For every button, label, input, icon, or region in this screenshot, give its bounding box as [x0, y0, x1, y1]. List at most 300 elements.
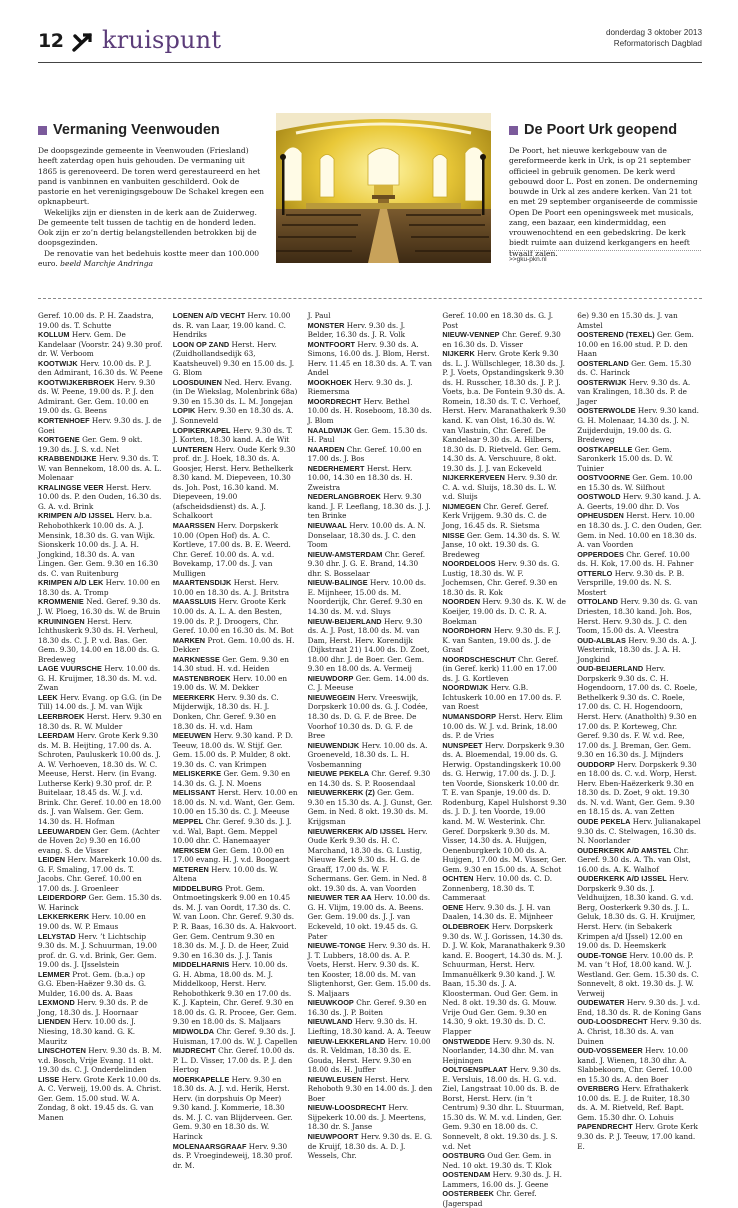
- listing-place: MARKEN: [172, 635, 206, 645]
- listing-place: NOORDHORN: [442, 626, 492, 636]
- listing-services: Herv. 9.30 ds. F. J. K. van Santen, 19.00 ds. J. de Graaf: [442, 626, 561, 655]
- listing-entry: [442, 597, 567, 626]
- listing-place: NIEUWLAND: [307, 1017, 353, 1027]
- listing-place: KRIMPEN A/D LEK: [38, 578, 104, 588]
- listing-place: KRABBENDIJKE: [38, 454, 97, 464]
- listing-services: Herv. 9.30 en 18.30 ds. A. J. v.d. Herik, Herst. Herv. (in dorpshuis Op Meer) 9.30 kand. J. Kommerie, 18.30 ds. M. J. C. van Blijderveen. Ger. Gem. 9.30 en 18.30 ds. W. Harinck: [172, 1074, 293, 1142]
- listing-services: Herv. 9.30 ds. K. W. de Koeijer, 19.00 ds. D. C. R. A. Boekman: [442, 597, 567, 626]
- listing-place: KRUININGEN: [38, 616, 85, 626]
- listing-entry: [173, 426, 298, 445]
- listing-services: Chr. Geref. 9.30 en 14.30 ds. S. P. Roosendaal: [307, 769, 431, 788]
- listing-entry: [308, 311, 433, 321]
- listing-services: Ger. Gem. 15.30 ds. W. Harinck: [38, 893, 162, 912]
- listing-entry: [38, 330, 163, 359]
- listing-entry: [442, 683, 567, 712]
- listing-services: Herv. 9.30 ds. G. van Driesten, 18.30 kand. Joh. Bos, Herst. Herv. 9.30 ds. J. C. den Toom, 15.00 ds. A. Vleestra: [577, 597, 698, 636]
- listing-place: OUD-BEIJERLAND: [577, 664, 644, 674]
- listing-services: Herst. Herv. 9.30 en 18.30 ds. R. W. Mulder: [38, 711, 162, 731]
- listing-place: OPHEUSDEN: [577, 511, 624, 521]
- listing-services: Herv. 9.30 ds. E. Versluis, 18.00 ds. H. G. v.d. Ziel, Langstraat 10.00 ds. B. de Borst, Herst. Herv. (in ’t Centrum) 9.30 dhr. L. Stuurman, 15.30 ds. W. M. v.d. Linden, Ger. Gem. 9.30 en 18.00 ds. C. Sonnevelt, 8 okt. 19.30 ds. J. S. v.d. Net: [442, 1065, 565, 1151]
- listing-services: Herst. Herv. Elim 10.00 ds. W. J. v.d. Brink, 18.00 ds. P. de Vries: [442, 711, 563, 741]
- listing-entry: [38, 664, 163, 693]
- listing-services: Herv. 9.30 dr. C. A. v.d. Sluijs, 18.30 ds. L. W. v.d. Sluijs: [442, 473, 558, 502]
- listing-place: KOOTWIJK: [38, 358, 78, 368]
- listing-place: OTTOLAND: [577, 597, 618, 607]
- listing-services: Herv. 9.30 ds. E. G. de Kruijf, 18.30 ds. A. D. J. Wessels, Chr.: [307, 1132, 433, 1161]
- listing-place: LEEUWARDEN: [38, 826, 91, 836]
- listing-services: Ger. Gem. 9.30 en 14.30 ds. G. J. N. Moens: [172, 769, 291, 788]
- listing-place: NIEUWERKERK A/D IJSSEL: [307, 826, 406, 836]
- listing-services: Herv. 10.00 ds. P. M. van ’t Hof, 18.00 kand. W. J. Westland. Ger. Gem. 15.30 ds. C. Sonnevelt, 8 okt. 19.30 ds. J. W. Verweij: [577, 950, 699, 998]
- source-credit-link[interactable]: >>gku-pkn.nl: [509, 256, 547, 263]
- listing-entry: [38, 378, 163, 416]
- listing-place: NIEUWPOORT: [307, 1132, 359, 1142]
- listing-services: Chr. Geref. (in Geref. kerk) 11.00 en 17.00 ds. J. G. Kortleven: [442, 654, 559, 683]
- listing-place: LEERBROEK: [38, 711, 85, 721]
- listing-entry: [577, 473, 702, 492]
- listing-place: OOSTERLAND: [577, 358, 629, 368]
- listing-services: Herv. 10.00 ds. G. H. Abma, 18.00 ds. M. J. Middelkoop, Herst. Herv. Rehobothkerk 9.30 en 17.00 ds. K. J. Kaptein, Chr. Geref. 9.30 en 18.00 ds. G. R. Procee, Ger. Gem. 9.30 en 18.00 ds. S. Maljaars: [172, 960, 297, 1027]
- listing-services: Herv. Grote Kerk 9.30 ds. L. J. Wüllschleger, 18.30 ds. J. P. J. Voets, Opstandingskerk 9.30 ds. H. Russcher, 18.30 ds. J. P. J. Voets, b.a. De Fontein 9.30 ds. A. Romein, 18.30 ds. T. C. Verhoef, Herst. Herv. Maranathakerk 9.30 kand. K. van Olst, 16.30 ds. W. van Vlastuin, Chr. Geref. De Kandelaar 9.30 ds. A. Hilbers, 18.30 ds. D. Rietveld. Ger. Gem. 14.30 ds. A. Verschuure, 8 okt. 19.30 ds. J. J. van Eckeveld: [442, 349, 566, 473]
- section-divider: [38, 298, 702, 299]
- listing-entry: [173, 1075, 298, 1142]
- listing-place: KRIMPEN A/D IJSSEL: [38, 511, 115, 521]
- listing-entry: [442, 626, 567, 655]
- article-paragraph: De doopsgezinde gemeente in Veenwouden (Friesland) heeft zaterdag open huis gehouden. De vermaning uit 1865 is gerenoveerd. De toren werd gerestaureerd en het pand is vanbinnen en vanbuiten geschilderd. Ook de pastorie en het verenigingsgebouw De Schakel kregen een opknapbeurt.: [38, 146, 264, 207]
- listing-place: LUNTEREN: [172, 444, 213, 454]
- listing-services: Herv. 9.30 kand. P. D. Teeuw, 18.00 ds. W. Stijf. Ger. Gem. 15.00 ds. P. Mulder, 8 okt. 19.30 ds. C. van Krimpen: [172, 731, 293, 769]
- listing-services: Herv. 9.30 ds. J. H. Lammers, 16.00 ds. J. Geene: [442, 1170, 562, 1189]
- listing-services: Herv. 9.30 ds. H. Liefting, 18.30 kand. A. A. Teeuw: [307, 1017, 431, 1037]
- listing-place: LOON OP ZAND: [172, 339, 230, 349]
- article-title: Vermaning Veenwouden: [53, 122, 220, 138]
- listing-column-5: [577, 311, 702, 1151]
- listing-place: LELYSTAD: [38, 931, 76, 941]
- listing-services: Ger. Gem. 9.30 en 15.30 ds. A. J. Gunst, Ger. Gem. in Ned. 8 okt. 19.30 ds. M. Krijgsman: [307, 788, 433, 826]
- listing-entry: [173, 693, 298, 731]
- listing-entry: [38, 1075, 163, 1123]
- listing-services: Herv. 10.00 ds. W. Altena: [172, 864, 279, 884]
- listing-services: Chr. Geref. 9.30 dhr. J. G. E. Brand, 14.30 dhr. S. Bosselaar: [307, 549, 426, 578]
- listing-entry: [308, 445, 433, 464]
- listing-services: Herv. Gem. De Kandelaar (Voorstr. 24) 9.30 prof. dr. W. Verboom: [38, 330, 163, 359]
- listing-services: Herv. 9.30 ds. J. H. van Daalen, 14.30 ds. E. Mijnheer: [442, 902, 553, 922]
- listing-services: Herv. 10.00 ds. E. Mijnheer, 15.00 ds. M. Noorderijk, Chr. Geref. 9.30 en 14.30 ds. M. v.d. Sluys: [307, 578, 427, 616]
- listing-services: Herv. Dorpskerk 9.30 en 18.00 ds. C. v.d. Worp, Herst. Herv. Eben-Haëzerkerk 9.30 en 18.30 ds. D. Zoet, 9 okt. 19.30 ds. N. v.d. Want, Ger. Gem. 9.30 en 18.15 ds. A. van Zetten: [577, 759, 697, 817]
- listing-place: OPPERDOES: [577, 549, 624, 559]
- listing-services: Ger. Gem. Saronkerk 15.00 ds. D. W. Tuinier: [577, 444, 674, 473]
- listing-place: NIEUWE-TONGE: [307, 941, 366, 951]
- listing-services: Herv. Dorpskerk 9.30 ds. A. Bloemendal, 19.00 ds. G. Herwig. Opstandingskerk 10.00 ds. G. Herwig, 17.00 ds. J. D. J. ten Voorde, Sionskerk 10.00 dr. T. E. van Spanje, 19.00 ds. D. Rodenburg, Kapel Hulshorst 9.30 ds. J. D. J. ten Voorde, 19.00 kand. M. W. Westerink. Chr. Geref. Dorpskerk 9.30 ds. M. Visser, 14.30 ds. A. Huijgen, Oenenburgkerk 10.00 ds. A. Huijgen, 17.00 ds. M. Visser, Ger. Gem. 9.30 en 15.00 ds. A. Schot: [442, 740, 567, 874]
- listing-entry: [442, 655, 567, 684]
- listing-place: ONSTWEDDE: [442, 1036, 491, 1046]
- listing-services: Herv. 10.00 ds. A. N. Donselaar, 18.30 ds. J. C. den Toom: [307, 521, 426, 550]
- listing-services: Herv. G.B. Ichtuskerk 10.00 en 17.00 ds. F. van Roest: [442, 683, 562, 712]
- listing-place: MIDDELBURG: [172, 883, 223, 893]
- listing-services: Geref. 10.00 en 18.30 ds. G. J. Post: [442, 311, 554, 330]
- crossroads-icon: [72, 32, 94, 52]
- heading-square-icon: [509, 126, 518, 135]
- listing-place: MIDDELHARNIS: [172, 960, 230, 970]
- listing-services: Herv. 9.30 ds. W. Peene, 19.00 ds. P. J. den Admirant. Ger. Gem. 10.00 en 19.00 ds. G. Beens: [38, 377, 156, 416]
- listing-entry: [173, 1046, 298, 1075]
- listing-services: Herv. 10.00 ds. C. D. Zonnenberg, 18.30 ds. T. Cammeraat: [442, 874, 553, 903]
- listing-services: Herv. ’t Lichtschip 9.30 ds. M. J. Schuurman, 19.00 prof. dr. G. v.d. Brink, Ger. Gem. 19.00 ds. J. IJsselstein: [38, 931, 157, 970]
- listing-entry: [38, 483, 163, 512]
- listing-place: OOSTWOLD: [577, 492, 621, 502]
- listing-entry: [577, 359, 702, 378]
- listing-services: Prot. Gem. 10.00 ds. H. Dekker: [172, 635, 295, 655]
- listing-entry: [173, 597, 298, 635]
- header-rule: [38, 62, 702, 63]
- article-title: De Poort Urk geopend: [524, 122, 678, 138]
- listing-services: Herv. Marekerk 10.00 ds. G. F. Smaling, 17.00 ds. T. Jacobs. Chr. Geref. 10.00 en 17.00 ds. J. Groenleer: [38, 855, 162, 893]
- listing-entry: [38, 731, 163, 826]
- listing-entry: [577, 569, 702, 598]
- listing-services: Herv. Grote Kerk 9.30 ds. P. J. Teeuw, 17.00 kand. E.: [577, 1122, 698, 1151]
- listing-entry: [38, 511, 163, 578]
- listing-place: NOORDEN: [442, 597, 481, 607]
- listing-services: Herv. Julianakapel 9.30 ds. C. Stelwagen, 16.30 ds. N. Noorlander: [577, 816, 701, 846]
- listing-entry: [577, 550, 702, 569]
- listing-place: KOOTWIJKERBROEK: [38, 377, 115, 387]
- listing-place: OOSTKAPELLE: [577, 444, 633, 454]
- listing-place: MARKNESSE: [172, 654, 220, 664]
- listing-entry: [308, 378, 433, 397]
- listing-services: Herst. Herv. 10.00 en 18.30 ds. J. C. den Ouden, Ger. Gem. in Ned. 10.00 en 18.30 ds. A. van Voorden: [577, 511, 702, 550]
- listing-entry: [577, 445, 702, 474]
- church-interior-photo: [276, 113, 491, 263]
- listing-services: Chr. Geref. 10.00 en 17.00 ds. J. Bos: [307, 444, 422, 464]
- article-heading: [38, 122, 264, 138]
- listing-place: MOERKAPELLE: [172, 1074, 230, 1084]
- listing-column-1: [38, 311, 163, 1122]
- listing-services: Herst. Herv. (Zuidhollandsedijk 63, Kaatsheuvel) 9.30 en 15.00 ds. J. G. Blom: [172, 339, 295, 378]
- listing-entry: [173, 1142, 298, 1171]
- listing-place: NIEUW-LOOSDRECHT: [307, 1103, 387, 1113]
- listing-entry: [442, 1151, 567, 1170]
- listing-services: Herv. 10.00 kand. J. Wienen, 18.30 dhr. A. Slabbekoorn, Chr. Geref. 10.00 en 15.30 ds. A. den Boer: [577, 1046, 693, 1084]
- listing-entry: [173, 636, 298, 655]
- listing-place: MONSTER: [307, 320, 345, 330]
- listing-entry: [38, 712, 163, 731]
- listing-entry: [308, 769, 433, 788]
- listing-services: Herv. Sijpekerk 10.00 ds. J. Meertens, 18.30 dr. S. Janse: [307, 1103, 427, 1132]
- listing-entry: [173, 865, 298, 884]
- listing-services: Herv. 10.00 ds. R. van Laar, 19.00 kand. C. Hendriks: [172, 311, 291, 340]
- listing-services: Herv. 9.30 ds. P. B. Versprille, 19.00 ds. N. S. Mostert: [577, 568, 685, 597]
- listing-entry: [577, 1017, 702, 1046]
- listing-services: Herst. Herv. Ichthuskerk 9.30 ds. H. Verheul, 18.30 ds. C. J. P. v.d. Bas. Ger. Gem. 9.30, 14.00 en 18.00 ds. G. Bredeweg: [38, 616, 160, 664]
- listing-place: LEEK: [38, 692, 58, 702]
- listing-services: Herv. 10.00 ds. G. H. Vlijm, 19.00 ds. A. Beens. Ger. Gem. 19.00 ds. J. J. van Eckeveld, 10 okt. 19.45 ds. G. Pater: [307, 893, 431, 941]
- listing-entry: [38, 311, 163, 330]
- article-vermaning: [38, 122, 264, 269]
- listing-entry: [38, 970, 163, 999]
- listing-services: Ger. Gem. 14.30 ds. S. W. Janse, 10 okt. 19.30 ds. G. Bredeweg: [442, 530, 561, 559]
- listing-services: Herv. 10.00 ds. A. Groeneveld, 18.30 ds. L. H. Vosbemanning: [307, 740, 428, 769]
- listing-place: NIEUW-BALINGE: [307, 578, 368, 588]
- listing-services: Herv. 9.30 ds. A. J. Westerink, 18.30 ds. J. A. H. Jongkind: [577, 635, 697, 664]
- listing-entry: [577, 330, 702, 359]
- listing-entry: [442, 1170, 567, 1189]
- listing-place: NIEUWLEUSEN: [307, 1074, 363, 1084]
- listing-services: Herst. Herv. 10.00 ds. P. den Ouden, 16.30 ds. G. A. v.d. Brink: [38, 482, 162, 511]
- listing-place: OOSTBURG: [442, 1151, 485, 1161]
- listing-services: Prot. Gem. Ontmoetingskerk 9.00 en 10.45 ds. M. J. van Oordt, 17.30 ds. C. W. van Loon. Chr. Geref. 9.30 ds. P. R. Baas, 16.30 ds. A. Hakvoort. Ger. Gem. Centrum 9.30 en 18.30 ds. M. J. D. de Heer, Zuid 9.30 en 16.30 ds. J. J. Tanis: [172, 883, 297, 960]
- listing-place: OLDEBROEK: [442, 922, 490, 931]
- listing-entry: [173, 788, 298, 817]
- listing-services: Chr. Geref. 9.30 en 16.30 ds. J. P. Boiten: [307, 998, 427, 1017]
- listing-entry: [308, 674, 433, 693]
- listing-place: NIJMEGEN: [442, 501, 481, 511]
- listing-entry: [38, 1046, 163, 1075]
- listing-place: MOOKHOEK: [307, 377, 352, 387]
- listing-place: MEERKERK: [172, 692, 215, 702]
- listing-services: Ned. Geref. 9.30 ds. J. W. Ploeg, 16.30 ds. W. de Bruin: [38, 597, 161, 616]
- listing-entry: [173, 340, 298, 378]
- listing-entry: [173, 817, 298, 846]
- listing-entry: [442, 330, 567, 349]
- listing-entry: [308, 1017, 433, 1036]
- listing-entry: [38, 893, 163, 912]
- listing-place: LISSE: [38, 1074, 60, 1084]
- listing-place: MEPPEL: [172, 816, 204, 826]
- listing-entry: [308, 321, 433, 340]
- listing-entry: [442, 874, 567, 903]
- listing-entry: [308, 1103, 433, 1132]
- listing-entry: [442, 712, 567, 741]
- listing-services: Herv. Oude Kerk 9.30 ds. H. C. Marchand, 18.30 ds. G. Lustig, Nieuwe Kerk 9.30 ds. H. G. de Graaff, 17.00 ds. W. F. Schermans. Ger. Gem. in Ned. 8 okt. 19.30 ds. A. van Voorden: [307, 826, 428, 893]
- listing-place: MELISKERKE: [172, 769, 222, 779]
- listing-place: OTTERLO: [577, 568, 613, 578]
- listing-place: OVERBERG: [577, 1084, 620, 1094]
- listing-place: MAARTENSDIJK: [172, 578, 232, 588]
- listing-services: Herv. Dorpskerk 9.30 ds. C. H. Hogendoorn, 17.00 ds. C. Roele, Bethelkerk 9.30 ds. C. Roele, 17.00 ds. C. H. Hogendoorn, Herst. Herv. (Anatholth) 9.30 en 17.00 ds. P. Korteweg, Chr. Geref. 9.30 ds. F. W. v.d. Ree, 17.00 ds. J. Breman, Ger. Gem. 9.30 en 16.30 ds. J. Mijnders: [577, 664, 698, 760]
- listing-services: Herv. Dorpskerk 9.30 ds. J. Veldhuijzen, 18.30 kand. G. v.d. Berg, Oosterkerk 9.30 ds. J. L. Geluk, 18.30 ds. G. H. Kruijmer, Herst. Herv. (in Sebakerk Krimpen a/d IJssel) 12.00 en 19.00 ds. D. Heemskerk: [577, 874, 696, 951]
- listing-place: LEKKERKERK: [38, 912, 90, 922]
- listing-place: LAGE VUURSCHE: [38, 664, 102, 674]
- listing-place: NIEUW-LEKKERLAND: [307, 1036, 386, 1046]
- listing-entry: [38, 827, 163, 856]
- listing-entry: [577, 951, 702, 999]
- listing-place: OUD-VOSSEMEER: [577, 1046, 643, 1056]
- listing-entry: [577, 1122, 702, 1151]
- listing-place: NISSE: [442, 530, 465, 540]
- listing-entry: [442, 903, 567, 922]
- listing-entry: [173, 406, 298, 425]
- listing-services: Herv. 10.00 ds. J. Niesing, 18.30 kand. G. K. Mauritz: [38, 1017, 136, 1046]
- listing-place: NEDERLANGBROEK: [307, 492, 381, 502]
- article-paragraph-text: De renovatie van het bedehuis kostte meer dan 100.000 euro.: [38, 248, 260, 268]
- listing-entry: [442, 1189, 567, 1208]
- listing-place: LEXMOND: [38, 998, 75, 1008]
- listing-services: Ger. Gem. 10.00 en 15.30 ds. W. Silfhout: [577, 473, 693, 492]
- listing-entry: [308, 550, 433, 579]
- listing-place: NIEUW-VENNEP: [442, 330, 500, 340]
- listing-services: Ger. Gem. 10.00 en 16.00 stud. P. D. den Haan: [577, 330, 694, 359]
- listing-place: LIENDEN: [38, 1017, 71, 1027]
- listing-entry: [38, 617, 163, 665]
- listing-services: Herv. 9.30 ds. J. Riemersma: [307, 377, 413, 397]
- listing-place: LEIDEN: [38, 855, 66, 865]
- listing-place: NIEUWE PEKELA: [307, 769, 370, 779]
- listing-column-2: [172, 311, 298, 1170]
- credit-divider: [509, 250, 701, 251]
- listing-services: Herv. 9.30 ds. P. de Jong, 18.30 ds. J. Hoornaar: [38, 998, 148, 1017]
- listing-services: Herv. 9.30 ds. G. Lustig, 18.30 ds. W. F. Jochemsen, Chr. Geref. 9.30 en 18.30 ds. R. Kok: [442, 559, 560, 597]
- listing-entry: [308, 1037, 433, 1075]
- page-number: 12: [38, 30, 64, 52]
- listing-entry: [442, 1065, 567, 1151]
- listing-place: PAPENDRECHT: [577, 1122, 633, 1132]
- listing-entry: [38, 855, 163, 893]
- listing-place: MOLENAARSGRAAF: [172, 1141, 247, 1151]
- listing-place: MAASSLUIS: [172, 597, 217, 607]
- listing-services: Ned. Herv. Evang. (in De Wiekslag, Molenbrink 68a) 9.30 en 15.30 ds. L. M. Jongejan: [172, 377, 298, 406]
- listing-entry: [308, 941, 433, 998]
- listing-entry: [173, 960, 298, 1027]
- listing-place: OOLTGENSPLAAT: [442, 1065, 508, 1075]
- listing-entry: [577, 664, 702, 759]
- listing-entry: [577, 1046, 702, 1084]
- listing-place: NIEUWER TER AA: [307, 893, 372, 903]
- listing-services: Herv. 9.30 kand. J. A. A. Geerts, 19.00 dhr. D. Vos: [577, 492, 701, 511]
- listing-place: LEERDAM: [38, 731, 75, 741]
- listing-entry: [173, 655, 298, 674]
- listing-services: Ger. Gem. 14.00 ds. C. J. Meeuse: [307, 673, 429, 693]
- listing-place: NIEUW-BEIJERLAND: [307, 616, 382, 626]
- listing-services: Herv. 9.30 ds. T. J. Korten, 18.30 kand. A. de Wit: [172, 425, 293, 445]
- listing-entry: [173, 769, 298, 788]
- listing-services: Herv. 9.30 ds. C. Mijderwijk, 18.30 ds. H. J. Donken, Chr. Geref. 9.30 en 18.30 ds. H. v.d. Ham: [172, 692, 279, 731]
- listing-services: Chr. Geref. 9.30 ds. J. Huisman, 17.00 ds. W. J. Capellen: [172, 1027, 298, 1046]
- section-title: kruispunt: [102, 26, 222, 54]
- listing-place: OCHTEN: [442, 874, 474, 884]
- listing-entry: [38, 932, 163, 970]
- listing-services: Herv. 9.30 ds. A. Christ, 18.30 ds. A. van Duinen: [577, 1017, 702, 1046]
- listing-entry: [308, 827, 433, 894]
- listing-place: MASTENBROEK: [172, 673, 231, 683]
- listing-services: Herv. Dorpskerk 9.30 ds. W. J. Gorissen, 14.30 ds. D. J. W. Kok, Maranathakerk 9.30 kand. E. Boogert, 14.30 ds. M. J. Schuurman, Herst. Herv. Immanuëlkerk 9.30 kand. J. W. Baan, 15.30 ds. J. A. Kloosterman. Oud Ger. Gem. in Ned. 8 okt. 19.30 ds. G. Mouw. Vrije Oud Ger. Gem. 9.30 en 14.30, 9 okt. 19.30 ds. D. C. Flapper: [442, 922, 566, 1037]
- listing-place: LOOSDUINEN: [172, 377, 222, 387]
- listing-services: Ger. Gem. (Achter de Hoven 2c) 9.30 en 16.00 evang. S. de Visser: [38, 826, 160, 855]
- listing-place: MAARSSEN: [172, 521, 215, 531]
- listing-services: Herv. Bethel 10.00 ds. H. Roseboom, 18.30 ds. J. Blom: [307, 396, 432, 426]
- listing-place: NUNSPEET: [442, 740, 483, 750]
- listing-place: NAALDWIJK: [307, 425, 352, 435]
- listing-entry: [577, 492, 702, 511]
- listing-entry: [38, 597, 163, 616]
- listing-entry: [308, 788, 433, 826]
- listing-place: NAARDEN: [307, 444, 345, 454]
- listing-place: NUMANSDORP: [442, 711, 496, 721]
- listing-services: Chr. Geref. 10.00 ds. H. Kok, 17.00 ds. H. Fahner: [577, 549, 694, 569]
- listing-services: Herv. 9.30 ds. J. de Goei: [38, 416, 162, 435]
- listing-services: Herv. Efrathakerk 10.00 ds. E. J. de Ruiter, 18.30 ds. A. M. Rietveld, Ref. Bapt. Gem. 15.30 dhr. O. Lohuis: [577, 1084, 690, 1122]
- listing-entry: [173, 846, 298, 865]
- listing-services: Herv. 9.30 ds. A. van Kralingen, 18.30 ds. P. de Jager: [577, 377, 691, 406]
- listing-place: KORTGENE: [38, 435, 80, 445]
- listing-place: MONTFOORT: [307, 339, 356, 349]
- listing-entry: [577, 817, 702, 846]
- listing-entry: [173, 378, 298, 407]
- listing-place: KRALINGSE VEER: [38, 482, 104, 492]
- listing-place: LINSCHOTEN: [38, 1046, 86, 1056]
- listing-entry: [577, 636, 702, 665]
- listing-place: LEIDERDORP: [38, 893, 87, 903]
- listing-services: Herv. 9.30 kand. J. F. Leeflang, 18.30 ds. J. J. ten Brinke: [307, 492, 431, 521]
- listing-services: Herv. 9.30 ds. T. W. van Bennekom, 18.00 ds. A. L. Molenaar: [38, 454, 162, 483]
- listing-entry: [308, 1132, 433, 1161]
- listing-entry: [308, 464, 433, 493]
- listing-services: Herv. 9.30 ds. P. Vroegindeweij, 18.30 prof. dr. M.: [172, 1141, 293, 1170]
- listing-entry: [577, 998, 702, 1017]
- listing-place: METEREN: [172, 864, 209, 874]
- listing-entry: [173, 1027, 298, 1046]
- listing-entry: [38, 1017, 163, 1046]
- article-heading: [509, 122, 702, 138]
- listing-entry: [38, 435, 163, 454]
- listing-entry: [173, 311, 298, 340]
- listing-services: Herv. Grote Kerk 9.30 ds. M. B. Heijting, 17.00 ds. A. Schroten, Pauluskerk 10.00 ds. J. A. W. Verhoeven, 18.30 ds. W. C. Meeuse, Herst. Herv. (in Evang. Lutherse Kerk) 9.30 prof. dr. P. Buitelaar, 18.45 ds. W. J. v.d. Brink. Chr. Geref. 10.00 en 18.00 ds. J. van Walsem. Ger. Gem. 14.30 ds. H. Hofman: [38, 731, 162, 826]
- listing-entry: [308, 617, 433, 674]
- listing-place: LEMMER: [38, 969, 70, 979]
- listing-services: Chr. Geref. 9.30 ds. J. J. v.d. Wal, Bapt. Gem. Meppel 10.00 dhr. C. Hanemaayer: [172, 816, 292, 846]
- listing-services: Herv. 9.30 ds. B. M. v.d. Bosch, Vrije Evang. 11 okt. 19.30 ds. C. J. Onderdelinden: [38, 1046, 162, 1075]
- listing-column-4: [442, 311, 567, 1208]
- listing-services: Herst. Herv. 10.00 en 18.30 ds. A. J. Britstra: [172, 578, 290, 597]
- article-de-poort: [509, 122, 702, 259]
- listing-entry: [577, 846, 702, 875]
- listing-entry: [38, 578, 163, 597]
- listing-place: OOSTENDAM: [442, 1170, 491, 1180]
- listing-services: Herv. Groote Kerk 10.00 ds. A. L. A. den Besten, 19.00 ds. P. J. Droogers, Chr. Geref. 10.00 en 16.30 ds. M. Bot: [172, 597, 294, 636]
- article-body: [38, 146, 264, 269]
- listing-services: Oud Ger. Gem. in Ned. 10 okt. 19.30 ds. T. Klok: [442, 1151, 552, 1170]
- article-paragraph: Wekelijks zijn er diensten in de kerk aan de Zuiderweg. De gemeente telt tussen de tachtig en de honderd leden. Ook zijn er zo’n dertig belangstellenden betrokken bij de doopsgezinden.: [38, 207, 257, 248]
- listing-services: Herst. Herv. 10.00 en 18.00 ds. N. v.d. Want, Ger. Gem. 10.00 en 15.30 ds. C. J. Meeuse: [172, 788, 298, 817]
- listing-services: Herv. 10.00 ds. G. H. Kruijmer, 18.30 ds. M. v.d. Zwan: [38, 664, 161, 693]
- listing-services: Herv. 9.30 ds. J. v.d. End, 18.30 ds. R. de Koning Gans: [577, 998, 702, 1017]
- listing-place: OOSTERBEEK: [442, 1189, 494, 1199]
- listing-entry: [38, 998, 163, 1017]
- publication-name: Reformatorisch Dagblad: [613, 38, 702, 48]
- listing-entry: [308, 693, 433, 741]
- listing-entry: [308, 426, 433, 445]
- listing-services: Herv. 10.00 en 18.30 ds. A. Tromp: [38, 578, 160, 597]
- listing-entry: [442, 531, 567, 560]
- listing-services: Chr. Geref. (Jagerspad: [442, 1189, 537, 1208]
- listing-services: Herv. 10.00 en 19.00 ds. W. P. Emaus: [38, 912, 146, 931]
- listing-services: Ger. Gem. 9.30 en 14.30 stud. H. v.d. Heiden: [172, 654, 289, 674]
- listing-services: Chr. Geref. 9.30 ds. A. Th. van Olst, 16.00 ds. A. K. Walhof: [577, 845, 691, 874]
- listing-services: Herv. 9.30 ds. N. Noorlander, 14.30 dhr. M. van Heijningen: [442, 1036, 555, 1065]
- listing-services: Ger. Gem. 15.30 ds. C. Harinck: [577, 358, 692, 378]
- listing-place: OENE: [442, 902, 464, 912]
- listing-services: Herv. 9.30 ds. A. Simons, 16.00 ds. J. Blom, Herst. Herv. 11.45 en 18.30 ds. A. T. van Andel: [307, 339, 432, 378]
- listing-services: Herv. 10.00 ds. R. Veldman, 18.30 ds. E. Gouda, Herst. Herv. 9.30 en 18.00 ds. H. Juffer: [307, 1036, 431, 1075]
- listing-services: Ger. Gem. 10.00 en 17.00 evang. H. J. v.d. Boogaert: [172, 845, 290, 865]
- listing-entry: [442, 1037, 567, 1066]
- article-paragraph: De Poort, het nieuwe kerkgebouw van de gereformeerde kerk in Urk, is op 21 september officieel in gebruik genomen. De kerk werd gebouwd door L. Post en zonen. De onderneming bouwde in Urk al zes andere kerken. Van 21 tot en met 29 september organiseerde de commissie Open De Poort een openingsweek met musicals, zang, een bazaar, een kindermiddag, een vrouwenochtend en een gebedskring. De kerk biedt ruimte aan duizend kerkgangers en heeft twaalf zalen.: [509, 146, 698, 258]
- listing-entry: [442, 741, 567, 875]
- listing-services: Herv. 9.30 ds. J. Belder, 16.30 ds. J. R. Volk: [307, 320, 406, 340]
- listing-entry: [173, 674, 298, 693]
- listing-entry: [577, 760, 702, 817]
- listing-entry: [38, 454, 163, 483]
- listing-entry: [173, 731, 298, 769]
